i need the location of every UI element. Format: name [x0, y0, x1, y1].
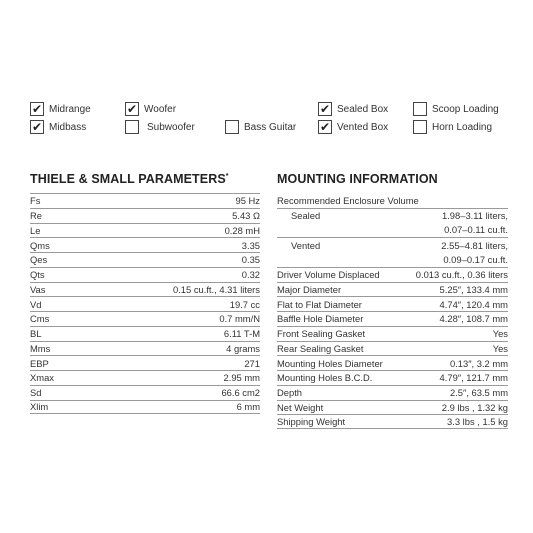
row-label: Front Sealing Gasket — [277, 328, 366, 340]
row-label: Net Weight — [277, 401, 324, 413]
table-row — [30, 208, 260, 223]
checkbox-label: Sealed Box — [337, 103, 389, 115]
table-row — [277, 400, 508, 415]
row-label: Sealed — [291, 210, 321, 222]
row-label: Flat to Flat Diameter — [277, 298, 362, 310]
row-label: Driver Volume Displaced — [277, 269, 380, 281]
row-value: 5.25″, 133.4 mm — [439, 283, 508, 295]
table-row — [30, 311, 260, 326]
table-row — [277, 385, 508, 400]
row-value: 6.11 T-M — [223, 328, 260, 340]
table-row — [30, 282, 260, 297]
table-row — [30, 237, 260, 252]
row-value: 271 — [244, 357, 260, 369]
row-label: Mounting Holes B.C.D. — [277, 372, 373, 384]
table-row — [277, 237, 508, 252]
table-row — [277, 208, 508, 223]
checkbox-label: Woofer — [144, 103, 177, 115]
row-label: Cms — [30, 313, 50, 325]
table-row — [277, 355, 508, 370]
title-footnote-mark: * — [225, 172, 229, 180]
row-value: 0.32 — [241, 269, 260, 281]
row-label: Mounting Holes Diameter — [277, 357, 383, 369]
table-row — [277, 326, 508, 341]
checkbox-label: Midbass — [49, 121, 87, 133]
row-value: 5.43 Ω — [232, 210, 260, 222]
table-row — [277, 193, 508, 208]
checkbox-midrange[interactable] — [30, 101, 91, 117]
row-label: Vented — [291, 239, 321, 251]
mounting-info-table — [277, 193, 508, 429]
table-row — [277, 341, 508, 356]
checkbox-label: Horn Loading — [432, 121, 493, 133]
table-row — [30, 267, 260, 282]
table-row — [30, 252, 260, 267]
row-value: 0.15 cu.ft., 4.31 liters — [172, 283, 260, 295]
row-value: 2.55–4.81 liters, — [441, 239, 508, 251]
checkbox-box[interactable] — [30, 120, 44, 134]
checkbox-box[interactable] — [125, 120, 139, 134]
row-value: 0.28 mH — [224, 224, 260, 236]
table-row — [30, 193, 260, 208]
row-value: 0.07–0.11 cu.ft. — [444, 224, 508, 236]
row-label: Sd — [30, 387, 42, 399]
row-value: 2.9 lbs , 1.32 kg — [441, 401, 508, 413]
row-value: 2.95 mm — [223, 372, 260, 384]
table-row — [277, 311, 508, 326]
table-row — [277, 223, 508, 238]
table-row — [277, 267, 508, 282]
table-row — [277, 414, 508, 429]
row-value: 4.79″, 121.7 mm — [439, 372, 508, 384]
table-row — [30, 223, 260, 238]
checkbox-woofer[interactable] — [125, 101, 176, 117]
row-value: 1.98–3.11 liters, — [441, 210, 508, 222]
row-label: Mms — [30, 342, 51, 354]
row-label: Le — [30, 224, 41, 236]
row-value: 0.013 cu.ft., 0.36 liters — [415, 269, 508, 281]
row-value: 2.5″, 63.5 mm — [449, 387, 508, 399]
row-label: Qes — [30, 254, 48, 266]
row-label: Xlim — [30, 401, 49, 413]
row-value: 6 mm — [236, 401, 260, 413]
row-value: 0.7 mm/N — [219, 313, 260, 325]
table-row — [277, 296, 508, 311]
checkbox-box[interactable] — [125, 102, 139, 116]
row-value: 3.3 lbs , 1.5 kg — [447, 416, 508, 428]
table-row — [30, 355, 260, 370]
check-icon: ✔ — [31, 102, 43, 116]
row-label: Vd — [30, 298, 42, 310]
checkbox-box[interactable] — [413, 120, 427, 134]
check-icon: ✔ — [319, 120, 331, 134]
table-row — [30, 385, 260, 400]
row-label: Xmax — [30, 372, 54, 384]
row-value: 4.28″, 108.7 mm — [439, 313, 508, 325]
check-icon: ✔ — [319, 102, 331, 116]
checkbox-label: Midrange — [49, 103, 91, 115]
checkbox-midbass[interactable] — [30, 119, 86, 135]
table-row — [277, 370, 508, 385]
row-value: 0.35 — [241, 254, 260, 266]
row-value: 0.09–0.17 cu.ft. — [443, 253, 508, 265]
table-row — [30, 400, 260, 415]
mounting-info-title: MOUNTING INFORMATION — [277, 172, 438, 186]
checkbox-box[interactable] — [318, 120, 332, 134]
row-value: 66.6 cm2 — [221, 387, 260, 399]
row-label: Rear Sealing Gasket — [277, 342, 364, 354]
row-label: Qts — [30, 269, 45, 281]
row-label: Qms — [30, 239, 50, 251]
checkbox-horn-loading[interactable] — [413, 119, 492, 135]
row-label: Re — [30, 210, 42, 222]
checkbox-subwoofer[interactable] — [125, 119, 195, 135]
row-label: Shipping Weight — [277, 416, 346, 428]
title-text: THIELE & SMALL PARAMETERS — [30, 172, 226, 186]
row-label: Major Diameter — [277, 283, 342, 295]
check-icon: ✔ — [126, 102, 138, 116]
checkbox-bass-guitar[interactable] — [225, 119, 296, 135]
checkbox-label: Subwoofer — [147, 121, 195, 133]
checkbox-box[interactable] — [225, 120, 239, 134]
row-value: Yes — [492, 342, 508, 354]
table-row — [277, 252, 508, 267]
row-value: 3.35 — [241, 239, 260, 251]
checkbox-vented-box[interactable] — [318, 119, 388, 135]
row-value: 4 grams — [226, 342, 260, 354]
table-row — [277, 282, 508, 297]
row-label: Vas — [30, 283, 46, 295]
checkbox-box[interactable] — [30, 102, 44, 116]
row-value: Yes — [492, 328, 508, 340]
checkbox-box[interactable] — [413, 102, 427, 116]
checkbox-label: Vented Box — [337, 121, 389, 133]
row-value: 19.7 cc — [229, 298, 260, 310]
row-label: Baffle Hole Diameter — [277, 313, 364, 325]
row-value: 95 Hz — [235, 195, 260, 207]
check-icon: ✔ — [31, 120, 43, 134]
checkbox-label: Bass Guitar — [244, 121, 297, 133]
checkbox-box[interactable] — [318, 102, 332, 116]
thiele-small-title — [30, 172, 229, 186]
checkbox-scoop-loading[interactable] — [413, 101, 499, 117]
row-label: BL — [30, 328, 42, 340]
row-value: 0.13″, 3.2 mm — [449, 357, 508, 369]
table-row — [30, 326, 260, 341]
row-label: Fs — [30, 195, 41, 207]
row-label: EBP — [30, 357, 49, 369]
checkbox-label: Scoop Loading — [432, 103, 499, 115]
table-row — [30, 370, 260, 385]
checkbox-sealed-box[interactable] — [318, 101, 388, 117]
table-row — [30, 296, 260, 311]
table-row — [30, 341, 260, 356]
row-label: Depth — [277, 387, 303, 399]
thiele-small-table — [30, 193, 260, 414]
row-value: 4.74″, 120.4 mm — [439, 298, 508, 310]
row-label: Recommended Enclosure Volume — [277, 194, 419, 206]
